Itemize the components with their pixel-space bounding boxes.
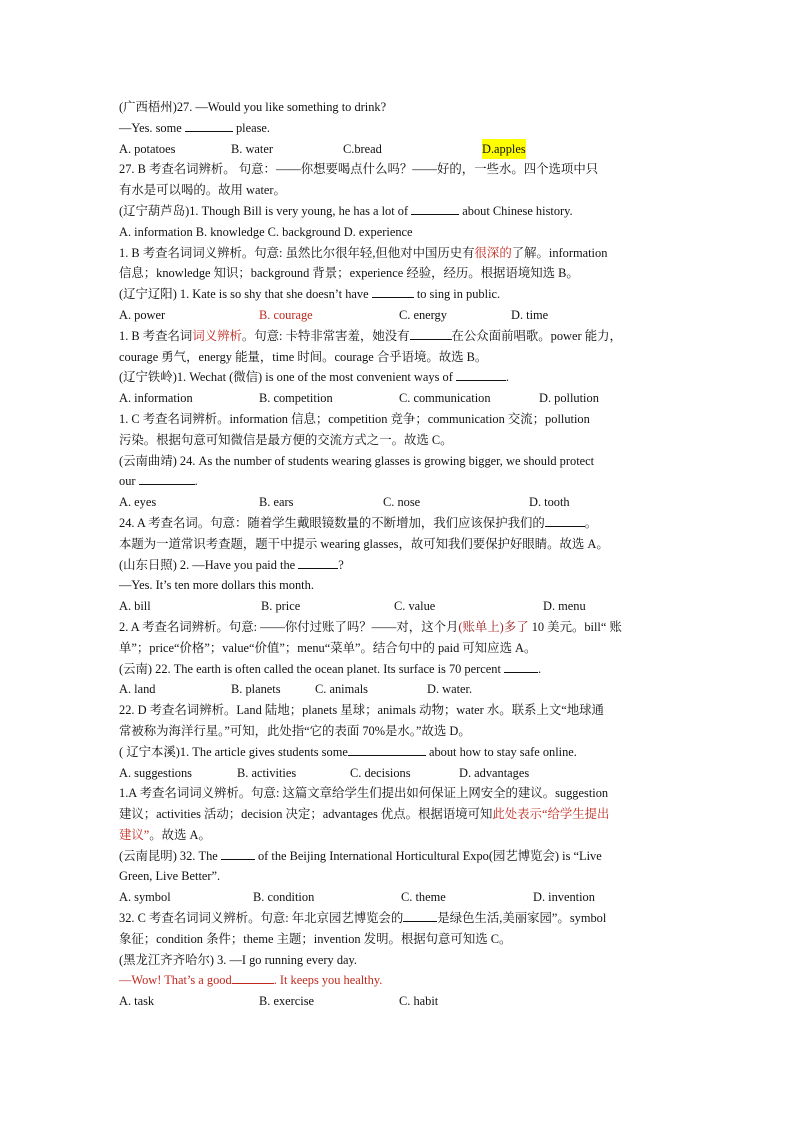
answer-explanation: 象征；condition 条件；theme 主题；invention 发明。根据句意可知选 C。	[119, 931, 512, 946]
answer-options	[119, 139, 675, 160]
question-reply: —Yes. some please.	[119, 120, 271, 135]
option-c: C. animals	[315, 682, 368, 697]
question-stem: Green, Live Better”.	[119, 869, 221, 884]
option-d: D. time	[511, 307, 549, 322]
answer-options	[119, 305, 675, 326]
option-c: C. nose	[383, 495, 421, 510]
option-c: C. decisions	[350, 765, 411, 780]
option-a: A. eyes	[119, 495, 157, 510]
option-b: B. courage	[259, 307, 313, 322]
answer-explanation: 单”；price“价格”；value“价值”；menu“菜单”。结合句中的 paid 可知应选 A。	[119, 640, 537, 655]
answer-explanation: 1.A 考查名词词义辨析。句意: 这篇文章给学生们提出如何保证上网安全的建议。suggestion	[119, 786, 609, 801]
option-c: C. energy	[399, 307, 447, 322]
answer-explanation: 建议；activities 活动；decision 决定；advantages 优点。根据语境可知此处表示“给学生提出	[119, 807, 610, 822]
option-b: B. price	[261, 599, 301, 614]
answer-explanation: 22. D 考查名词辨析。Land 陆地；planets 星球；animals 动物；water 水。联系上文“地球通	[119, 703, 604, 718]
answer-explanation: 本题为一道常识考查题，题干中提示 wearing glasses，故可知我们要保护好眼睛。故选 A。	[119, 536, 609, 551]
option-c: C. habit	[399, 994, 439, 1009]
answer-explanation: 24. A 考查名词。句意：随着学生戴眼镜数量的不断增加，我们应该保护我们的 。	[119, 515, 598, 530]
question-stem: (山东日照) 2. —Have you paid the ?	[119, 557, 344, 572]
question-stem: (广西梧州)27. —Would you like something to drink?	[119, 100, 387, 114]
answer-explanation: 1. B 考查名词词义辨析。句意: 虽然比尔很年轻,但他对中国历史有很深的了解。information	[119, 245, 608, 260]
answer-explanation: courage 勇气，energy 能量，time 时间。courage 合乎语境。故选 B。	[119, 349, 488, 364]
answer-explanation: 常被称为海洋行星。”可知，此处指“它的表面 70%是水。”故选 D。	[119, 723, 471, 738]
question-stem: (黑龙江齐齐哈尔) 3. —I go running every day.	[119, 952, 358, 967]
option-a: A. suggestions	[119, 765, 192, 780]
answer-explanation: 1. B 考查名词词义辨析。句意: 卡特非常害羞，她没有 在公众面前唱歌。power 能力，	[119, 328, 622, 343]
answer-blank	[221, 848, 255, 860]
question-stem: our .	[119, 474, 198, 489]
question-reply: —Wow! That’s a good . It keeps you healthy.	[119, 973, 383, 988]
answer-blank	[298, 557, 338, 569]
answer-options	[119, 492, 675, 513]
option-d-highlighted: D.apples	[482, 139, 526, 160]
answer-explanation: 建议”。故选 A。	[119, 827, 211, 842]
question-stem: (辽宁葫芦岛)1. Though Bill is very young, he has a lot of about Chinese history.	[119, 203, 573, 218]
answer-blank	[411, 203, 459, 215]
question-stem: (云南) 22. The earth is often called the ocean planet. Its surface is 70 percent .	[119, 661, 542, 676]
answer-blank	[403, 910, 437, 922]
option-c: C. theme	[401, 890, 446, 905]
answer-options	[119, 763, 675, 784]
option-d: D. tooth	[529, 495, 570, 510]
option-a: A. task	[119, 994, 155, 1009]
answer-blank	[185, 120, 233, 132]
answer-blank	[410, 328, 452, 340]
option-a: A. bill	[119, 599, 151, 614]
question-stem: (云南昆明) 32. The of the Beijing International Horticultural Expo(园艺博览会) is “Live	[119, 848, 602, 863]
answer-blank	[372, 286, 414, 298]
answer-explanation: 有水是可以喝的。故用 water。	[119, 183, 286, 198]
option-d: D. menu	[543, 599, 586, 614]
option-b: B. competition	[259, 391, 333, 406]
answer-options	[119, 679, 675, 700]
option-a: A. land	[119, 682, 156, 697]
answer-options: A. information B. knowledge C. background D. experience	[119, 224, 413, 239]
option-b: B. water	[231, 141, 273, 156]
answer-options	[119, 887, 675, 908]
option-d: D. advantages	[459, 765, 530, 780]
answer-blank	[348, 744, 426, 756]
document-page	[119, 97, 675, 1012]
answer-explanation: 信息；knowledge 知识；background 背景；experience 经验，经历。根据语境知选 B。	[119, 266, 579, 281]
option-b: B. planets	[231, 682, 281, 697]
option-c: C. communication	[399, 391, 491, 406]
answer-explanation: 27. B 考查名词辨析。 句意：——你想要喝点什么吗？——好的，一些水。四个选项中只	[119, 162, 599, 177]
answer-options	[119, 991, 675, 1012]
question-stem: (辽宁铁岭)1. Wechat (微信) is one of the most convenient ways of .	[119, 370, 510, 385]
answer-blank	[232, 972, 274, 984]
question-stem: ( 辽宁本溪)1. The article gives students some about how to stay safe online.	[119, 744, 577, 759]
option-a: A. power	[119, 307, 166, 322]
answer-blank	[456, 369, 506, 381]
option-d: D. invention	[533, 890, 595, 905]
answer-blank	[504, 661, 538, 673]
answer-explanation: 1. C 考查名词辨析。information 信息；competition 竞争；communication 交流；pollution	[119, 411, 590, 426]
question-reply: —Yes. It’s ten more dollars this month.	[119, 578, 314, 593]
option-c: C. value	[394, 599, 436, 614]
answer-options	[119, 596, 675, 617]
option-b: B. activities	[237, 765, 297, 780]
option-a: A. symbol	[119, 890, 171, 905]
answer-explanation: 32. C 考查名词词义辨析。句意: 年北京园艺博览会的 是绿色生活,美丽家园”。symbol	[119, 911, 607, 926]
option-d: D. pollution	[539, 391, 599, 406]
answer-explanation: 污染。根据句意可知微信是最方便的交流方式之一。故选 C。	[119, 432, 453, 447]
answer-explanation: 2. A 考查名词辨析。句意: ——你付过账了吗？——对，这个月(账单上)多了 10 美元。bill“ 账	[119, 619, 622, 634]
question-stem: (云南曲靖) 24. As the number of students wearing glasses is growing bigger, we should protect	[119, 453, 595, 468]
option-a: A. potatoes	[119, 141, 176, 156]
option-b: B. condition	[253, 890, 315, 905]
question-stem: (辽宁辽阳) 1. Kate is so shy that she doesn’t have to sing in public.	[119, 287, 501, 302]
answer-blank	[545, 515, 585, 527]
option-a: A. information	[119, 391, 193, 406]
answer-blank	[139, 473, 195, 485]
option-b: B. ears	[259, 495, 294, 510]
option-b: B. exercise	[259, 994, 315, 1009]
option-d: D. water.	[427, 682, 473, 697]
answer-options	[119, 388, 675, 409]
option-c: C.bread	[343, 141, 382, 156]
